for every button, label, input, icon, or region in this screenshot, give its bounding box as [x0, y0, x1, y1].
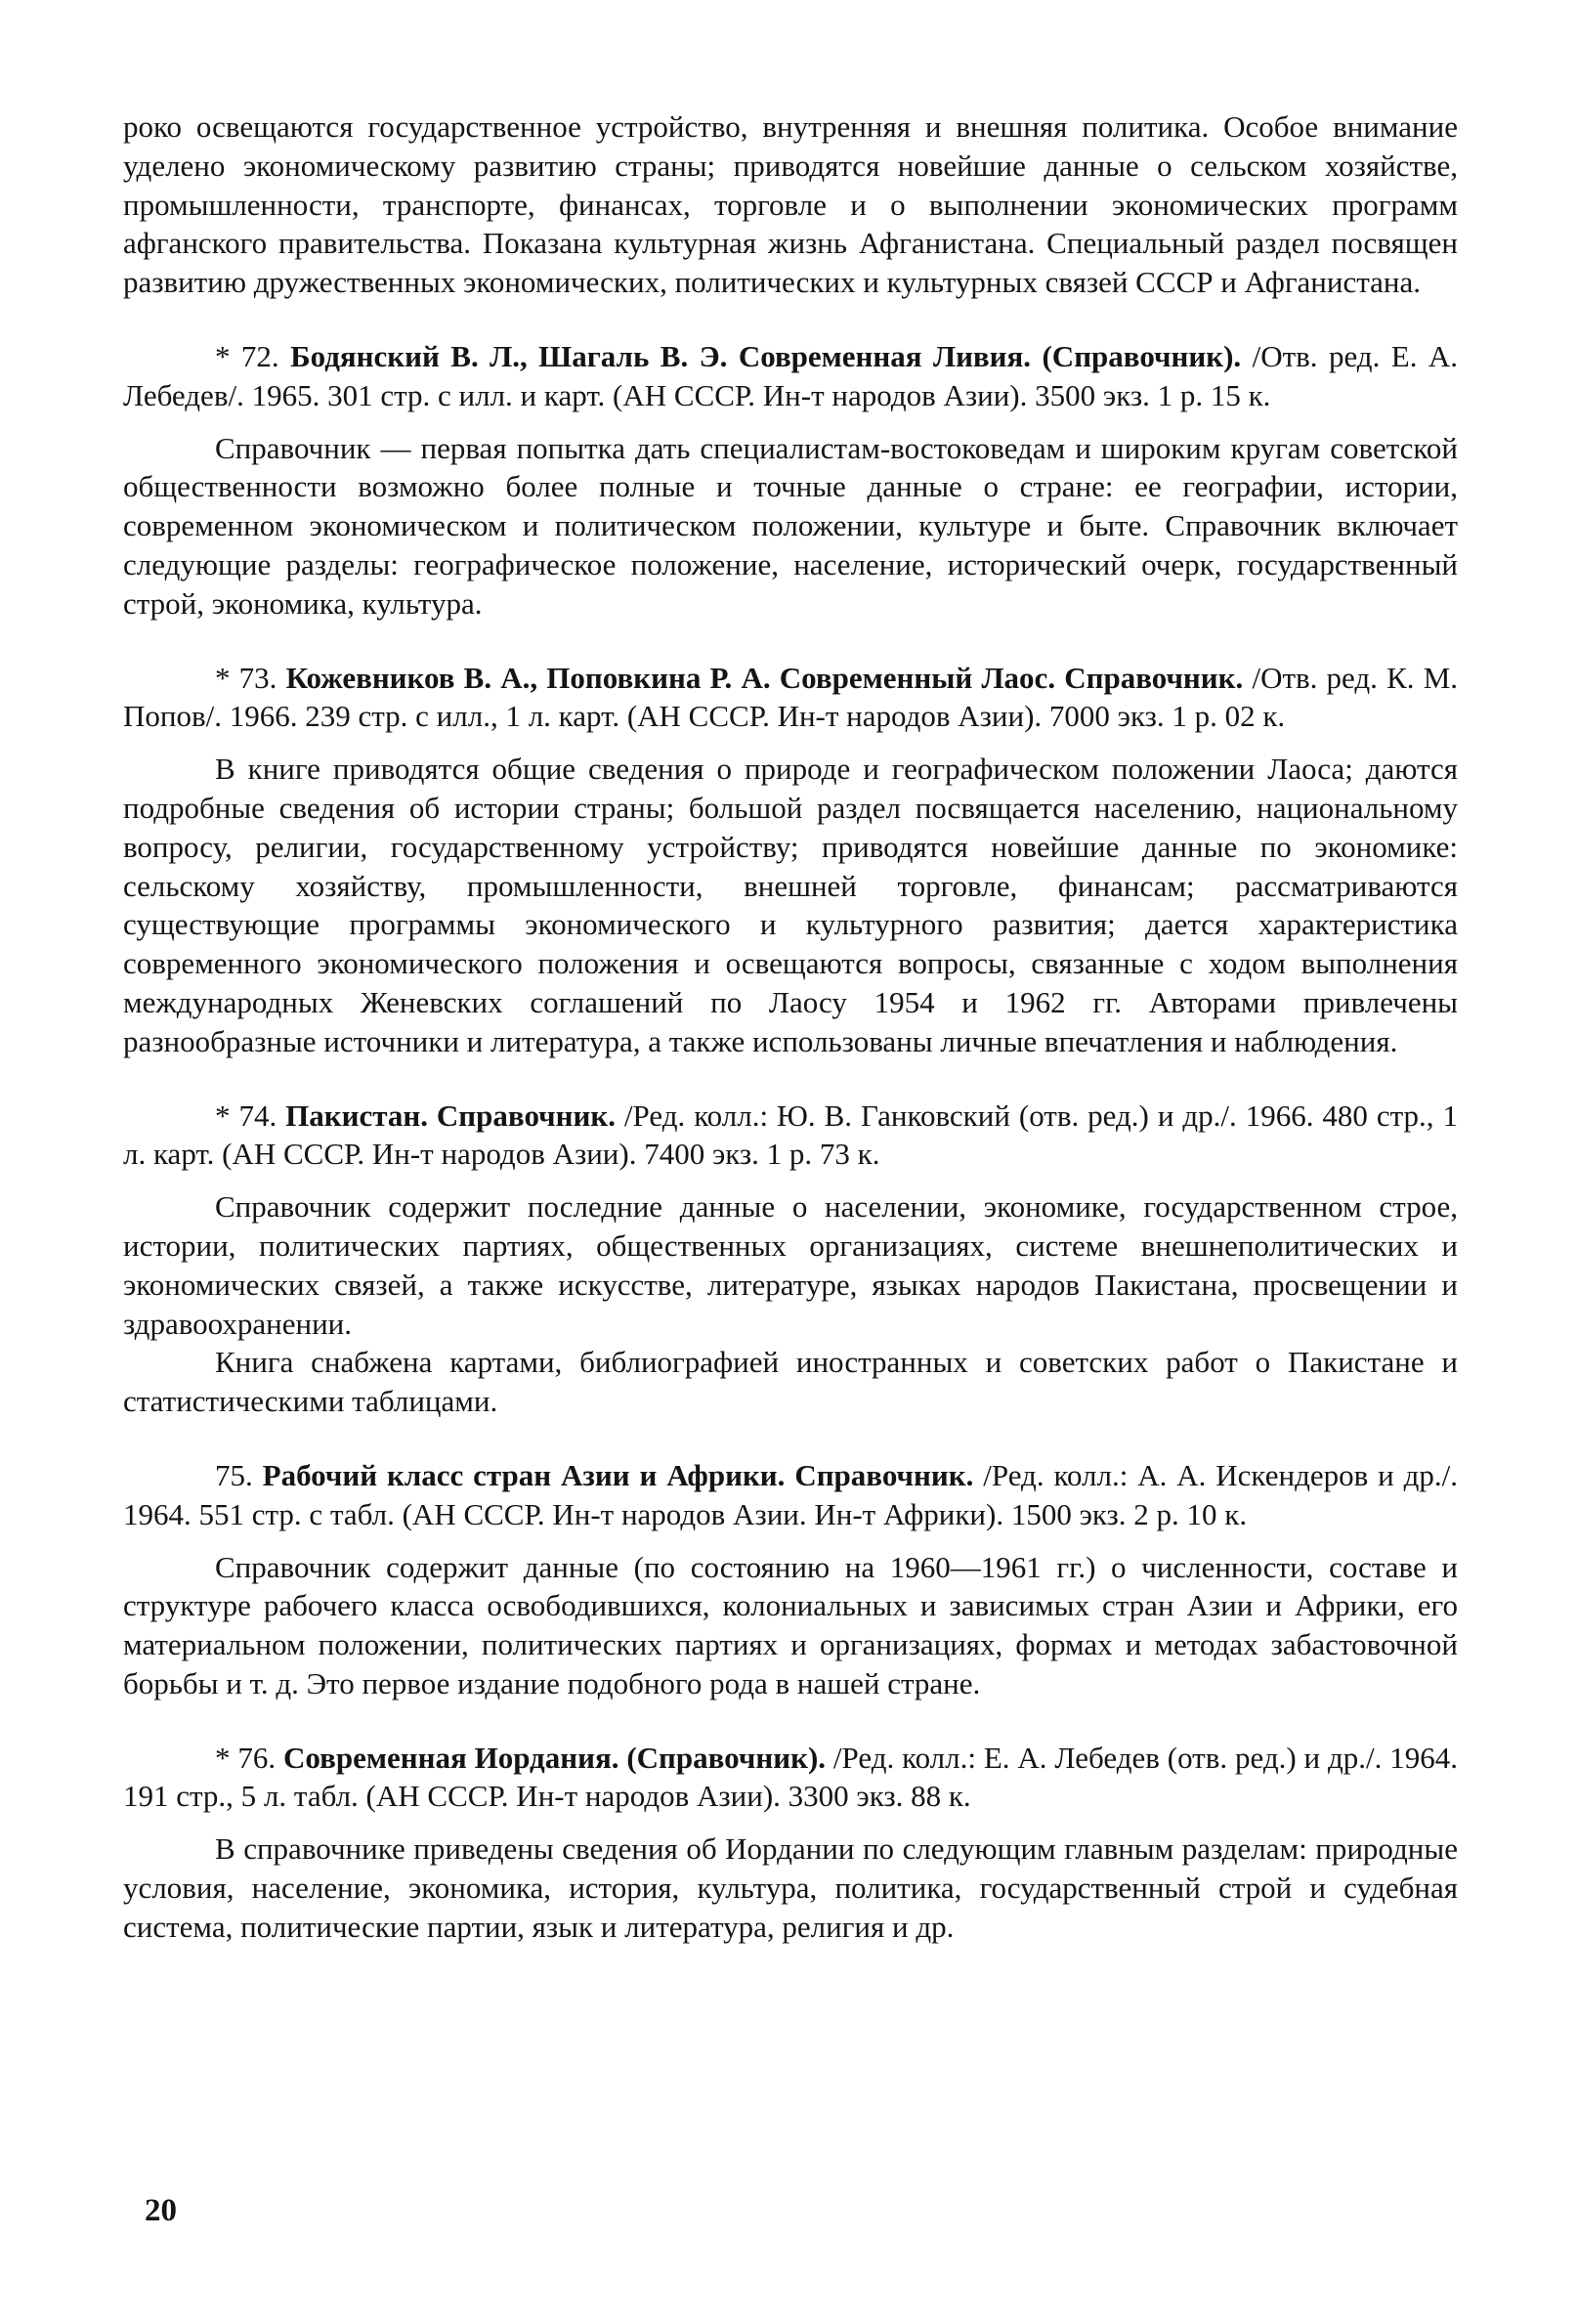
- entry-details: /Отв. ред. Е. А. Лебедев/. 1965. 301 стр. с илл. и карт. (АН СССР. Ин-т народов Азии). 3500 экз. 1 р. 15 к.: [123, 338, 1459, 412]
- entry-74: [123, 1097, 1458, 1421]
- entry-heading: [123, 659, 1458, 737]
- entry-title: Бодянский В. Л., Шагаль В. Э. Современная Ливия. (Справочник).: [290, 338, 1242, 373]
- entry-prefix: * 72.: [215, 338, 291, 373]
- entry-prefix: 75.: [215, 1457, 263, 1492]
- entry-heading: [123, 1097, 1458, 1175]
- entry-annotation: Справочник содержит последние данные о населении, экономике, государственном строе, истории, политических партиях, общественных организациях, системе внешнеполитических и экономических связей, а также искусстве, литературе, языках народов Пакистана, просвещении и здравоохранении.: [123, 1189, 1458, 1341]
- continuation-paragraph: роко освещаются государственное устройство, внутренняя и внешняя политика. Особое внимание уделено экономическому развитию страны; приводятся новейшие данные о сельском хозяйстве, промышленности, транспорте, финансах, торговле и о выполнении экономических программ афганского правительства. Показана культурная жизнь Афганистана. Специальный раздел посвящен развитию дружественных экономических, политических и культурных связей СССР и Афганистана.: [123, 109, 1458, 300]
- entry-72: [123, 337, 1458, 624]
- entry-prefix: * 73.: [215, 660, 286, 695]
- entry-annotation: Справочник — первая попытка дать специалистам-востоковедам и широким кругам советской общественности возможно более полные и точные данные о стране: ее географии, истории, современном экономическом и политическом положении, культуре и быте. Справочник включает следующие разделы: географическое положение, население, исторический очерк, государственный строй, экономика, культура.: [123, 430, 1458, 621]
- entry-75: [123, 1456, 1458, 1703]
- entry-title: Пакистан. Справочник.: [285, 1097, 616, 1133]
- entry-details: /Ред. колл.: Е. А. Лебедев (отв. ред.) и др./. 1964. 191 стр., 5 л. табл. (АН СССР. Ин-т народов Азии). 3300 экз. 88 к.: [123, 1740, 1459, 1814]
- entry-76: [123, 1739, 1458, 1947]
- entry-73: [123, 659, 1458, 1061]
- entry-annotation: Книга снабжена картами, библиографией иностранных и советских работ о Пакистане и статистическими таблицами.: [123, 1345, 1458, 1419]
- entry-prefix: * 76.: [215, 1740, 283, 1775]
- entry-prefix: * 74.: [215, 1097, 286, 1133]
- entry-annotation: В книге приводятся общие сведения о природе и географическом положении Лаоса; даются подробные сведения об истории страны; большой раздел посвящается населению, национальному вопросу, религии, государственному устройству; приводятся новейшие данные по экономике: сельскому хозяйству, промышленности, внешней торговле, финансам; рассматриваются существующие программы экономического и культурного развития; дается характеристика современного экономического положения и освещаются вопросы, связанные с ходом выполнения международных Женевских соглашений по Лаосу 1954 и 1962 гг. Авторами привлечены разнообразные источники и литература, а также использованы личные впечатления и наблюдения.: [123, 752, 1458, 1058]
- entry-title: Современная Иордания. (Справочник).: [283, 1740, 827, 1775]
- entry-details: /Ред. колл.: Ю. В. Ганковский (отв. ред.) и др./. 1966. 480 стр., 1 л. карт. (АН СССР. Ин-т народов Азии). 7400 экз. 1 р. 73 к.: [123, 1097, 1458, 1172]
- page-number: 20: [145, 2193, 177, 2228]
- entry-title: Рабочий класс стран Азии и Африки. Справочник.: [262, 1457, 974, 1492]
- entry-details: /Отв. ред. К. М. Попов/. 1966. 239 стр. с илл., 1 л. карт. (АН СССР. Ин-т народов Азии). 7000 экз. 1 р. 02 к.: [123, 660, 1459, 734]
- page-body: [123, 108, 1458, 1947]
- entry-annotation: В справочнике приведены сведения об Иордании по следующим главным разделам: природные условия, население, экономика, история, культура, политика, государственный строй и судебная система, политические партии, язык и литература, религия и др.: [123, 1831, 1458, 1944]
- entry-heading: [123, 337, 1458, 415]
- entry-details: /Ред. колл.: А. А. Искендеров и др./. 1964. 551 стр. с табл. (АН СССР. Ин-т народов Азии. Ин-т Африки). 1500 экз. 2 р. 10 к.: [123, 1457, 1458, 1531]
- entry-title: Кожевников В. А., Поповкина Р. А. Современный Лаос. Справочник.: [285, 660, 1244, 695]
- entry-heading: [123, 1739, 1458, 1817]
- entry-heading: [123, 1456, 1458, 1534]
- entry-annotation: Справочник содержит данные (по состоянию на 1960—1961 гг.) о численности, составе и структуре рабочего класса освободившихся, колониальных и зависимых стран Азии и Африки, его материальном положении, политических партиях и организациях, формах и методах забастовочной борьбы и т. д. Это первое издание подобного рода в нашей стране.: [123, 1549, 1458, 1700]
